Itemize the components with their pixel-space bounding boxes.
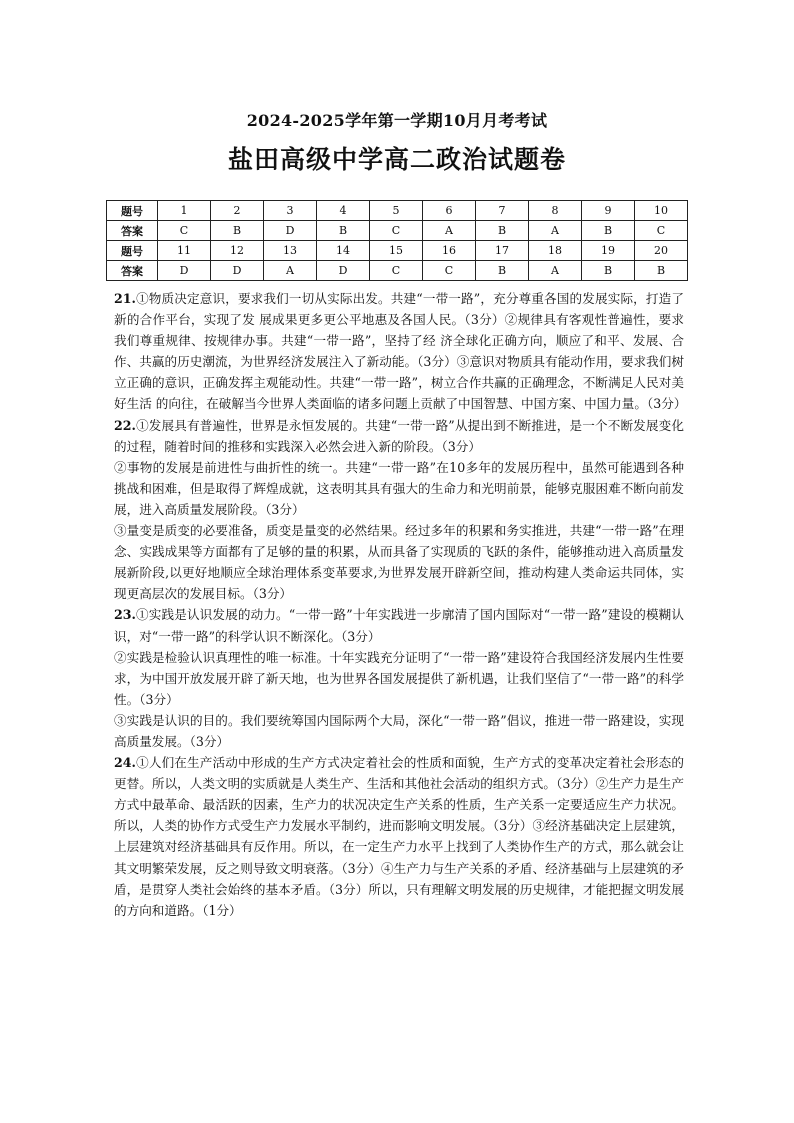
row-label-question: 题号 — [107, 241, 158, 261]
question-number: 5 — [370, 201, 423, 221]
question-number: 11 — [158, 241, 211, 261]
question-number-21: 21. — [114, 291, 136, 306]
answer-22-point-2: ②事物的发展是前进性与曲折性的统一。共建“一带一路”在10多年的发展历程中，虽然可能遇到各种挑战和困难，但是取得了辉煌成就，这表明其具有强大的生命力和光明前景，能够克服困难不断向前发展，进入高质量发展阶段。（3分） — [114, 459, 684, 517]
answer-cell: D — [211, 261, 264, 281]
answer-cell: B — [582, 261, 635, 281]
answer-cell: B — [635, 261, 688, 281]
question-number: 12 — [211, 241, 264, 261]
answer-24-text: ①人们在生产活动中形成的生产方式决定着社会的性质和面貌，生产方式的变革决定着社会形态的更替。所以，人类文明的实质就是人类生产、生活和其他社会活动的组织方式。（3分）②生产力是生产方式中最革命、最活跃的因素，生产力的状况决定生产关系的性质，生产关系一定要适应生产力状况。所以，人类的协作方式受生产力发展水平制约，进而影响文明发展。（3分）③经济基础决定上层建筑，上层建筑对经济基础具有反作用。所以，在一定生产力水平上找到了人类协作生产的方式，那么就会让其文明繁荣发展，反之则导致文明衰落。（3分）④生产力与生产关系的矛盾、经济基础与上层建筑的矛盾，是贯穿人类社会始终的基本矛盾。（3分）所以，只有理解文明发展的历史规律，才能把握文明发展的方向和道路。（1分） — [114, 755, 684, 918]
answer-cell: C — [158, 221, 211, 241]
question-number: 17 — [476, 241, 529, 261]
question-number-22: 22. — [114, 417, 136, 433]
table-row — [107, 241, 688, 261]
question-number: 7 — [476, 201, 529, 221]
answer-23-point-2: ②实践是检验认识真理性的唯一标准。十年实践充分证明了“一带一路”建设符合我国经济发展内生性要求，为中国开放发展开辟了新天地，也为世界各国发展提供了新机遇，让我们坚信了“一带一路”的科学性。（3分） — [114, 649, 684, 707]
exam-paper-title: 盐田高级中学高二政治试题卷 — [227, 145, 566, 174]
answer-21 — [114, 288, 687, 415]
answer-cell: B — [317, 221, 370, 241]
question-number-24: 24. — [114, 755, 136, 771]
question-number: 8 — [529, 201, 582, 221]
question-number: 1 — [158, 201, 211, 221]
answer-cell: C — [423, 261, 476, 281]
answer-cell: C — [635, 221, 688, 241]
answer-cell: B — [476, 261, 529, 281]
answer-cell: D — [264, 221, 317, 241]
question-number-23: 23. — [114, 607, 136, 623]
answer-24 — [114, 752, 684, 921]
answer-key-table — [106, 200, 688, 281]
question-number: 20 — [635, 241, 688, 261]
question-number: 4 — [317, 201, 370, 221]
question-number: 18 — [529, 241, 582, 261]
question-number: 9 — [582, 201, 635, 221]
table-row — [107, 261, 688, 281]
answer-cell: A — [529, 221, 582, 241]
answer-22-point-3: ③量变是质变的必要准备，质变是量变的必然结果。经过多年的积累和务实推进，共建“一带一路”在理念、实践成果等方面都有了足够的量的积累，从而具备了实现质的飞跃的条件，能够推动进入高质量发展新阶段,以更好地顺应全球治理体系变革要求,为世界发展开辟新空间，推动构建人类命运共同体，实现更高层次的发展目标。（3分） — [114, 523, 684, 602]
answer-cell: D — [317, 261, 370, 281]
row-label-answer: 答案 — [107, 221, 158, 241]
table-row — [107, 201, 688, 221]
table-row — [107, 221, 688, 241]
question-number: 6 — [423, 201, 476, 221]
question-number: 14 — [317, 241, 370, 261]
answer-cell: A — [423, 221, 476, 241]
answer-cell: C — [370, 261, 423, 281]
question-number: 19 — [582, 241, 635, 261]
question-number: 13 — [264, 241, 317, 261]
exam-title: 2024-2025学年第一学期10月月考考试 — [246, 111, 548, 130]
answer-23-point-1 — [114, 604, 684, 646]
question-number: 15 — [370, 241, 423, 261]
answer-cell: B — [211, 221, 264, 241]
answer-22-text-1: ①发展具有普遍性，世界是永恒发展的。共建“一带一路”从提出到不断推进，是一个不断发展变化的过程，随着时间的推移和实践深入必然会进入新的阶段。（3分） — [114, 417, 684, 454]
question-number: 3 — [264, 201, 317, 221]
answer-cell: A — [264, 261, 317, 281]
row-label-question: 题号 — [107, 201, 158, 221]
answer-23-point-3: ③实践是认识的目的。我们要统筹国内国际两个大局，深化“一带一路”倡议，推进一带一路建设，实现高质量发展。（3分） — [114, 712, 684, 749]
question-number: 10 — [635, 201, 688, 221]
row-label-answer: 答案 — [107, 261, 158, 281]
answer-22-point-1 — [114, 415, 684, 457]
answer-cell: C — [370, 221, 423, 241]
answer-cell: D — [158, 261, 211, 281]
answer-cell: B — [582, 221, 635, 241]
answer-21-text: ①物质决定意识，要求我们一切从实际出发。共建“一带一路”，充分尊重各国的发展实际，打造了新的合作平台，实现了发 展成果更多更公平地惠及各国人民。（3分）②规律具有客观性普遍性，要求我们尊重规律、按规律办事。共建“一带一路”，坚持了经 济全球化正确方向，顺应了和平、发展、合作、共赢的历史潮流，为世界经济发展注入了新动能。（3分）③意识对物质具有能动作用，要求我们树立正确的意识，正确发挥主观能动性。共建“一带一路”，树立合作共赢的正确理念，不断满足人民对美好生活 的向往，在破解当今世界人类面临的诸多问题上贡献了中国智慧、中国方案、中国力量。（3分） — [114, 291, 687, 412]
answer-explanations — [114, 288, 687, 921]
question-number: 16 — [423, 241, 476, 261]
answer-cell: A — [529, 261, 582, 281]
question-number: 2 — [211, 201, 264, 221]
answer-cell: B — [476, 221, 529, 241]
answer-23-text-1: ①实践是认识发展的动力。“一带一路”十年实践进一步廓清了国内国际对“一带一路”建设的模糊认识，对“一带一路”的科学认识不断深化。（3分） — [114, 607, 684, 644]
